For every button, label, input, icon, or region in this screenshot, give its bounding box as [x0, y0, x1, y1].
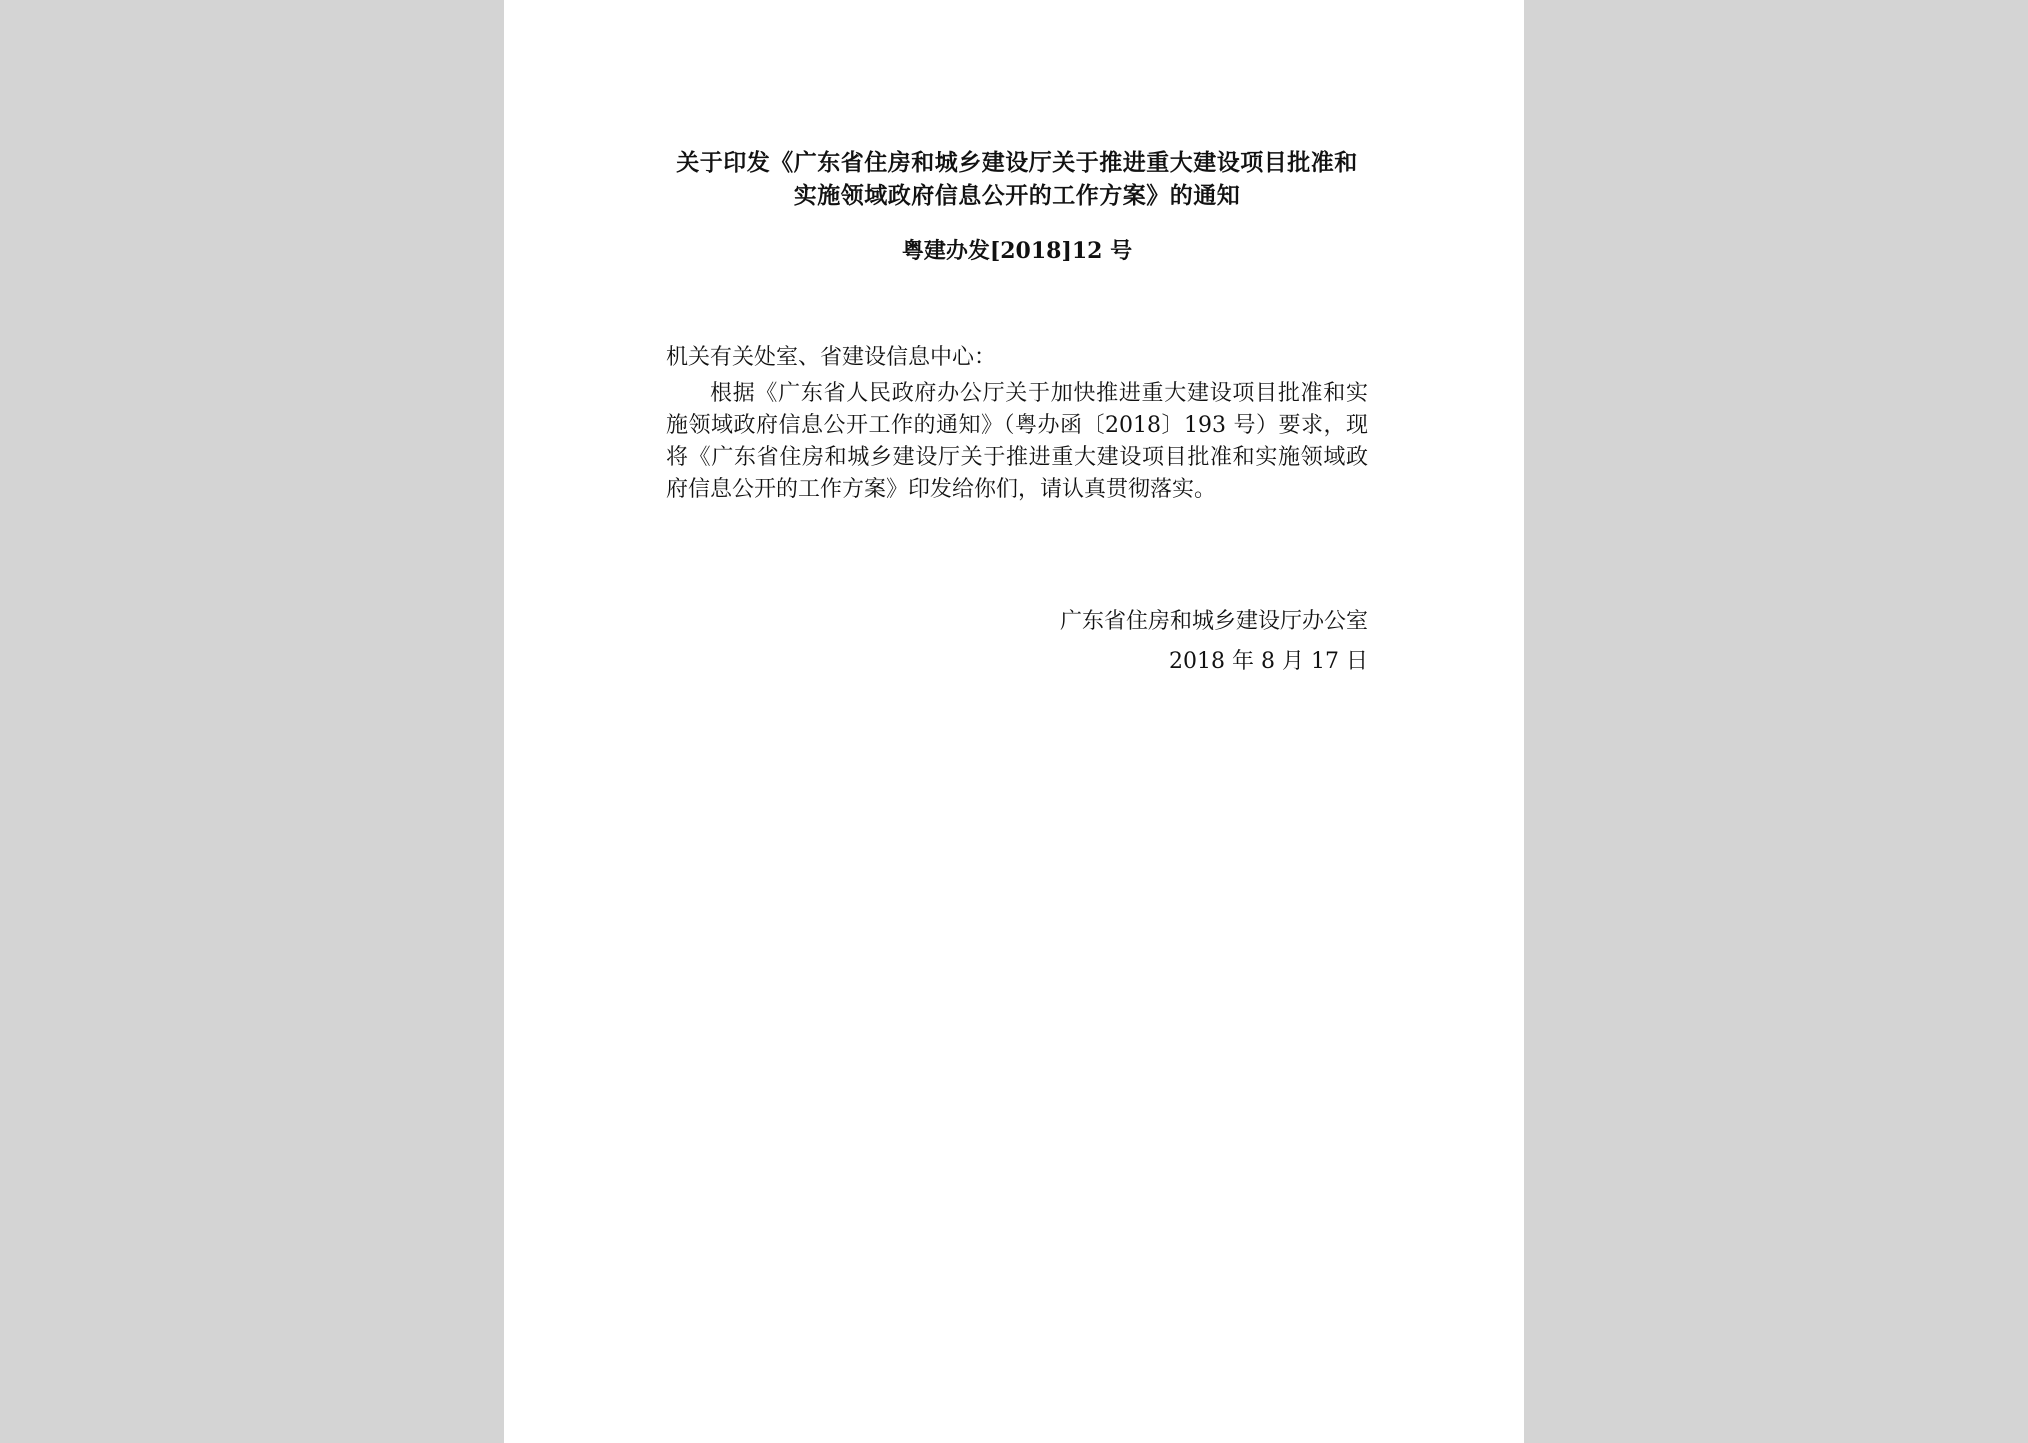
salutation: 机关有关处室、省建设信息中心： [666, 345, 997, 370]
signature-block [666, 602, 1368, 682]
document-number: 粤建办发[2018]12 号 [901, 238, 1133, 264]
signature-date: 2018 年 8 月 17 日 [1169, 649, 1368, 674]
signature-organization: 广东省住房和城乡建设厅办公室 [1059, 609, 1368, 634]
page-content [666, 146, 1368, 682]
body-paragraph: 根据《广东省人民政府办公厅关于加快推进重大建设项目批准和实施领域政府信息公开工作的通知》（粤办函〔2018〕193 号）要求，现将《广东省住房和城乡建设厅关于推进重大建设项目批准和实施领域政府信息公开的工作方案》印发给你们，请认真贯彻落实。 [666, 381, 1368, 502]
title-line-2: 实施领域政府信息公开的工作方案》的通知 [793, 182, 1241, 209]
title-line-1: 关于印发《广东省住房和城乡建设厅关于推进重大建设项目批准和 [676, 149, 1358, 176]
document-title [666, 146, 1368, 212]
document-page [504, 0, 1524, 1443]
